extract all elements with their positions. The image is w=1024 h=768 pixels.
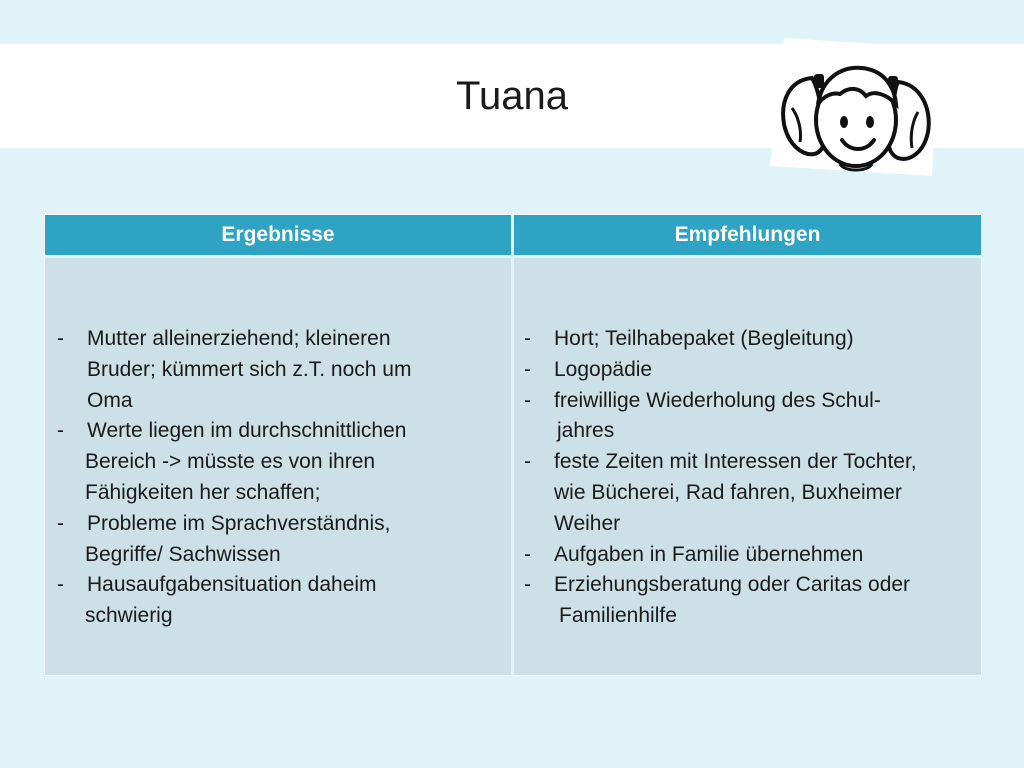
slide-title: Tuana: [456, 74, 568, 118]
list-item: - Hort; Teilhabepaket (Begleitung): [524, 327, 854, 350]
list-item: wie Bücherei, Rad fahren, Buxheimer: [554, 480, 902, 504]
cell-empfehlungen: [514, 258, 981, 675]
list-item: Weiher: [554, 511, 621, 535]
list-item: - Werte liegen im durchschnittlichen: [57, 419, 407, 443]
cell-ergebnisse: [45, 258, 511, 675]
list-item: - Probleme im Sprachverständnis,: [57, 511, 391, 535]
list-item: - Mutter alleinerziehend; kleineren: [57, 327, 391, 350]
list-item: Begriffe/ Sachwissen: [85, 542, 281, 566]
list-item: - Erziehungsberatung oder Caritas oder: [524, 573, 911, 597]
list-item: - Aufgaben in Familie übernehmen: [524, 542, 864, 566]
girl-face-drawing-icon: [770, 38, 940, 178]
list-item: Bruder; kümmert sich z.T. noch um: [87, 357, 412, 381]
header-ergebnisse: Ergebnisse: [45, 215, 511, 255]
list-item: schwierig: [85, 604, 173, 628]
results-table: [44, 214, 982, 676]
list-item: Bereich -> müsste es von ihren: [85, 450, 376, 474]
list-item: jahres: [557, 419, 615, 443]
list-item: - freiwillige Wiederholung des Schul-: [524, 388, 881, 412]
list-item: - Hausaufgabensituation daheim: [57, 573, 377, 597]
list-item: Oma: [87, 388, 133, 412]
header-empfehlungen: Empfehlungen: [514, 215, 981, 255]
ergebnisse-list: [57, 324, 497, 632]
list-item: - Logopädie: [524, 357, 653, 381]
list-item: Familienhilfe: [559, 604, 677, 628]
list-item: - feste Zeiten mit Interessen der Tochter,: [524, 450, 917, 474]
list-item: Fähigkeiten her schaffen;: [85, 480, 321, 504]
empfehlungen-list: [524, 324, 974, 632]
